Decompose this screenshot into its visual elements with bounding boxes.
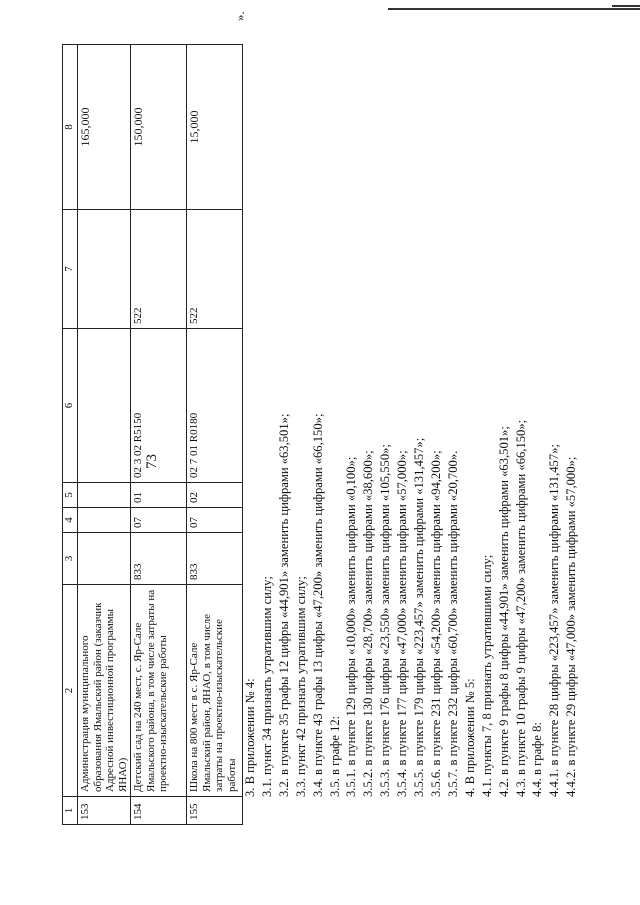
- list-item: 4.2. в пункте 9 графы 8 цифры «44,901» заменить цифрами «63,501»;: [496, 426, 511, 797]
- list-item: 4.4.2. в пункте 29 цифры «47,000» заменить цифрами «57,000»;: [564, 456, 579, 797]
- cell-type: 522: [131, 210, 187, 329]
- table-header-row: [63, 45, 78, 825]
- cell-type: 522: [187, 210, 243, 329]
- amendment-list: [242, 37, 580, 797]
- list-item: 3.5.6. в пункте 231 цифры «54,200» заменить цифрами «94,200»;: [428, 450, 443, 797]
- cell-subsection: 01: [131, 483, 187, 508]
- row-number: 153: [78, 797, 131, 825]
- cell-code: [78, 533, 131, 585]
- cell-code: 833: [131, 533, 187, 585]
- cell-section: 07: [187, 508, 243, 533]
- list-item: 3.5.4. в пункте 177 цифры «47,000» заменить цифрами «57,000»;: [395, 450, 410, 797]
- header-cell: 3: [63, 533, 78, 585]
- cell-subsection: [78, 483, 131, 508]
- row-name: Администрация муниципального образования Ямальский район (заказчик Адресной инвестиционной программы ЯНАО): [78, 585, 131, 797]
- table-row: [78, 45, 131, 825]
- list-item: 4.3. в пункте 10 графы 9 цифры «47,200» заменить цифрами «66,150»;: [513, 419, 528, 797]
- header-cell: 5: [63, 483, 78, 508]
- list-item: 3.2. в пункте 35 графы 12 цифры «44,901» заменить цифрами «63,501»;: [276, 413, 291, 797]
- list-item: 3.5.5. в пункте 179 цифры «223,457» заменить цифрами «131,457»;: [412, 437, 427, 797]
- row-name: Детский сад на 240 мест, с. Яр-Сале Ямальского района, в том числе затраты на проектно-изыскательские работы: [131, 585, 187, 797]
- cell-target: [78, 329, 131, 483]
- list-item: 3.5.2. в пункте 130 цифры «28,700» заменить цифрами «38,600»;: [361, 450, 376, 797]
- list-item: 4.4. в графе 8:: [530, 722, 545, 797]
- closing-quote-mark: ».: [232, 11, 247, 21]
- list-item: 3.5.7. в пункте 232 цифры «60,700» заменить цифрами «20,700».: [445, 450, 460, 797]
- cell-amount: 15,000: [187, 45, 243, 210]
- cell-section: [78, 508, 131, 533]
- header-cell: 1: [63, 797, 78, 825]
- list-item: 3. В приложении № 4:: [243, 678, 257, 797]
- list-item: 4. В приложении № 5:: [462, 678, 477, 797]
- table-row: [187, 45, 243, 825]
- budget-table: [62, 44, 243, 825]
- cell-code: 833: [187, 533, 243, 585]
- list-item: 3.3. пункт 42 признать утратившим силу;: [293, 576, 308, 797]
- header-cell: 7: [63, 210, 78, 329]
- page-number: 73: [144, 454, 160, 469]
- list-item: 3.4. в пункте 43 графы 13 цифры «47,200» заменить цифрами «66,150»;: [310, 413, 325, 797]
- cell-amount: 165,000: [78, 45, 131, 210]
- header-cell: 2: [63, 585, 78, 797]
- list-item: 3.5.3. в пункте 176 цифры «23,550» заменить цифрами «105,550»;: [378, 444, 393, 797]
- list-item: 3.5.1. в пункте 129 цифры «10,000» заменить цифрами «0,100»;: [344, 456, 359, 797]
- table-row: [131, 45, 187, 825]
- list-item: 3.5. в графе 12:: [327, 715, 342, 797]
- header-cell: 8: [63, 45, 78, 210]
- header-cell: 4: [63, 508, 78, 533]
- cell-target: 02 3 02 R5150: [131, 329, 187, 483]
- list-item: 4.1. пункты 7, 8 признать утратившими силу;: [479, 554, 494, 797]
- cell-amount: 150,000: [131, 45, 187, 210]
- header-cell: 6: [63, 329, 78, 483]
- cell-section: 07: [131, 508, 187, 533]
- list-item: 4.4.1. в пункте 28 цифры «223,457» заменить цифрами «131,457»;: [547, 444, 562, 797]
- row-name: Школа на 800 мест в с. Яр-Сале Ямальский район, ЯНАО, в том числе затраты на проектно-изыскательские работы: [187, 585, 243, 797]
- row-number: 154: [131, 797, 187, 825]
- cell-subsection: 02: [187, 483, 243, 508]
- list-item: 3.1. пункт 34 признать утратившим силу;: [259, 576, 274, 797]
- row-number: 155: [187, 797, 243, 825]
- cell-target: 02 7 01 R0180: [187, 329, 243, 483]
- cell-type: [78, 210, 131, 329]
